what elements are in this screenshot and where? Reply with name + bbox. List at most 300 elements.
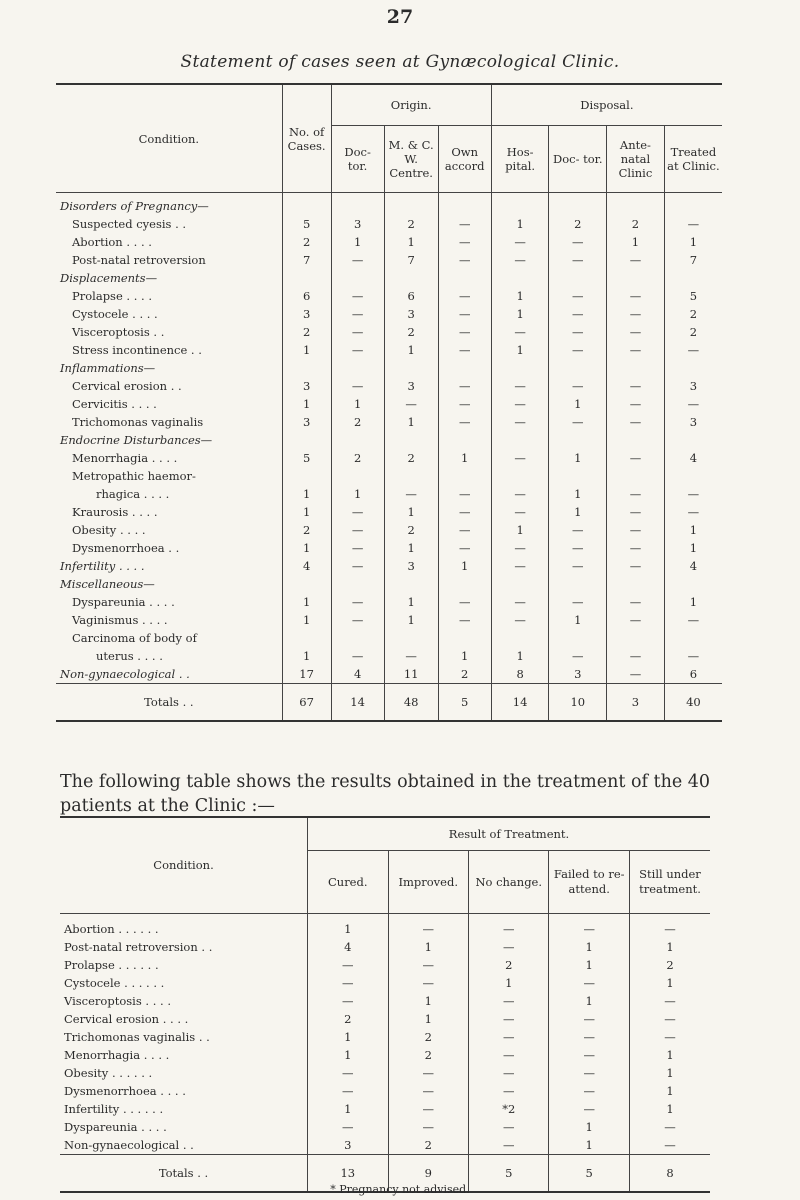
value-cell: — (549, 1028, 629, 1046)
value-cell: — (549, 1082, 629, 1100)
value-cell: — (607, 593, 665, 611)
value-cell: — (549, 413, 607, 431)
value-cell: — (331, 557, 384, 575)
disposal-hospital-header: Hos- pital. (491, 126, 549, 193)
value-cell (282, 575, 331, 593)
value-cell: — (491, 233, 549, 251)
value-cell: 2 (388, 1046, 468, 1064)
value-cell: — (388, 956, 468, 974)
table-row (56, 395, 722, 413)
value-cell: 1 (549, 938, 629, 956)
value-cell (438, 431, 491, 449)
condition-cell: Abortion . . . . . . (64, 922, 159, 936)
value-cell: 1 (384, 503, 438, 521)
cured-header: Cured. (308, 851, 388, 914)
value-cell: 1 (607, 233, 665, 251)
table-row (56, 215, 722, 233)
value-cell (438, 575, 491, 593)
condition-cell: Menorrhagia . . . . (64, 1048, 170, 1062)
origin-header: Origin. (331, 84, 491, 126)
cases-table-body (56, 193, 722, 722)
condition-cell: uterus . . . . (96, 649, 163, 663)
results-intro: The following table shows the results obtained in the treatment of the 40 patients at the Clinic :— (60, 772, 711, 816)
value-cell: — (491, 377, 549, 395)
value-cell: — (629, 914, 710, 939)
value-cell: — (607, 305, 665, 323)
value-cell: — (438, 485, 491, 503)
condition-cell: Suspected cyesis . . (72, 217, 187, 231)
value-cell: — (331, 521, 384, 539)
total-value-cell: 5 (549, 1155, 629, 1193)
value-cell: 1 (549, 611, 607, 629)
value-cell (384, 575, 438, 593)
value-cell: 1 (384, 341, 438, 359)
table-row (60, 992, 710, 1010)
value-cell (549, 431, 607, 449)
value-cell: — (438, 215, 491, 233)
disposal-doctor-header: Doc- tor. (549, 126, 607, 193)
value-cell: — (491, 413, 549, 431)
total-value-cell: 13 (308, 1155, 388, 1193)
value-cell (549, 629, 607, 647)
value-cell (331, 193, 384, 216)
value-cell (438, 629, 491, 647)
condition-cell: Cervicitis . . . . (72, 397, 157, 411)
condition-header: Condition. (56, 84, 282, 193)
value-cell (384, 467, 438, 485)
value-cell: 1 (549, 485, 607, 503)
table-row (56, 485, 722, 503)
value-cell (607, 359, 665, 377)
condition-cell: Prolapse . . . . . . (64, 958, 159, 972)
value-cell: — (664, 503, 722, 521)
table-row (60, 956, 710, 974)
value-cell (491, 467, 549, 485)
value-cell (331, 359, 384, 377)
value-cell: — (438, 521, 491, 539)
value-cell: 4 (664, 449, 722, 467)
value-cell (331, 269, 384, 287)
value-cell: 2 (468, 956, 548, 974)
value-cell: — (549, 251, 607, 269)
table-row (56, 629, 722, 647)
condition-cell: Cystocele . . . . . . (64, 976, 165, 990)
value-cell (331, 629, 384, 647)
value-cell: *2 (468, 1100, 548, 1118)
value-cell: — (468, 1010, 548, 1028)
origin-own-accord-header: Own accord (438, 126, 491, 193)
category-row (56, 193, 722, 216)
value-cell (491, 269, 549, 287)
value-cell: — (549, 1100, 629, 1118)
value-cell: — (438, 503, 491, 521)
value-cell: 1 (384, 539, 438, 557)
value-cell: 1 (282, 503, 331, 521)
table-row (56, 233, 722, 251)
value-cell: 2 (331, 413, 384, 431)
value-cell: — (629, 1136, 710, 1155)
value-cell: — (491, 485, 549, 503)
value-cell: 2 (282, 323, 331, 341)
value-cell: 11 (384, 665, 438, 684)
value-cell: — (331, 323, 384, 341)
condition-cell: rhagica . . . . (96, 487, 170, 501)
condition-cell: Post-natal retroversion . . (64, 940, 213, 954)
value-cell: 2 (384, 323, 438, 341)
value-cell: 1 (282, 647, 331, 665)
value-cell: 1 (282, 485, 331, 503)
value-cell: 2 (388, 1028, 468, 1046)
disposal-antenatal-header: Ante- natal Clinic (607, 126, 665, 193)
value-cell: 1 (664, 593, 722, 611)
value-cell: — (629, 1010, 710, 1028)
table-row (56, 539, 722, 557)
value-cell: — (468, 1046, 548, 1064)
condition-cell: Visceroptosis . . . . (64, 994, 171, 1008)
value-cell: 1 (629, 1046, 710, 1064)
value-cell: — (438, 323, 491, 341)
value-cell: — (549, 341, 607, 359)
value-cell: 1 (549, 992, 629, 1010)
value-cell: 4 (282, 557, 331, 575)
value-cell (664, 359, 722, 377)
value-cell: 1 (549, 449, 607, 467)
gynaecological-clinic-cases-table (56, 83, 722, 722)
condition-cell: Obesity . . . . . . (64, 1066, 153, 1080)
value-cell: 7 (282, 251, 331, 269)
value-cell: — (438, 233, 491, 251)
condition-cell: Cervical erosion . . (72, 379, 182, 393)
value-cell: — (607, 557, 665, 575)
table-row (60, 1118, 710, 1136)
value-cell: — (438, 611, 491, 629)
total-value-cell: 48 (384, 684, 438, 722)
value-cell: — (468, 1082, 548, 1100)
condition-cell: Cystocele . . . . (72, 307, 158, 321)
value-cell: — (468, 914, 548, 939)
category-label: Endocrine Disturbances— (60, 433, 213, 447)
value-cell (384, 431, 438, 449)
table-row (56, 647, 722, 665)
value-cell: 4 (664, 557, 722, 575)
value-cell: — (549, 914, 629, 939)
value-cell: — (438, 395, 491, 413)
value-cell: 1 (549, 956, 629, 974)
table-row (56, 287, 722, 305)
value-cell: 5 (282, 215, 331, 233)
table-row (56, 323, 722, 341)
cases-header: No. of Cases. (282, 84, 331, 193)
value-cell (664, 629, 722, 647)
value-cell (549, 575, 607, 593)
results-table-body (60, 914, 710, 1193)
value-cell: — (491, 557, 549, 575)
value-cell: — (438, 377, 491, 395)
value-cell: 2 (629, 956, 710, 974)
category-row (56, 269, 722, 287)
value-cell: — (388, 974, 468, 992)
value-cell: — (607, 503, 665, 521)
value-cell: — (438, 251, 491, 269)
value-cell: 1 (282, 341, 331, 359)
value-cell: 3 (384, 557, 438, 575)
totals-row (56, 684, 722, 722)
condition-cell: Dyspareunia . . . . (64, 1120, 167, 1134)
value-cell: — (331, 593, 384, 611)
value-cell (549, 193, 607, 216)
total-value-cell: 8 (629, 1155, 710, 1193)
value-cell: 1 (282, 611, 331, 629)
condition-cell: Abortion . . . . (72, 235, 152, 249)
value-cell: — (664, 215, 722, 233)
value-cell: 1 (331, 395, 384, 413)
table-row (56, 665, 722, 684)
value-cell: — (388, 914, 468, 939)
value-cell: — (438, 413, 491, 431)
value-cell: 2 (607, 215, 665, 233)
value-cell: — (388, 1082, 468, 1100)
value-cell (664, 467, 722, 485)
category-label: Disorders of Pregnancy— (60, 199, 209, 213)
value-cell (491, 359, 549, 377)
total-value-cell: 9 (388, 1155, 468, 1193)
category-label: Inflammations— (60, 361, 156, 375)
condition-cell: Post-natal retroversion (72, 253, 206, 267)
table-row (56, 503, 722, 521)
value-cell (438, 467, 491, 485)
value-cell: — (468, 992, 548, 1010)
value-cell (607, 269, 665, 287)
table-row (60, 1046, 710, 1064)
value-cell (664, 431, 722, 449)
value-cell (607, 431, 665, 449)
value-cell: 1 (384, 413, 438, 431)
condition-cell: Prolapse . . . . (72, 289, 153, 303)
value-cell: — (607, 395, 665, 413)
value-cell: 8 (491, 665, 549, 684)
value-cell (664, 269, 722, 287)
condition-cell: Dysmenorrhoea . . (72, 541, 180, 555)
table-row (60, 1136, 710, 1155)
disposal-treated-header: Treated at Clinic. (664, 126, 722, 193)
value-cell: 1 (491, 647, 549, 665)
condition-header: Condition. (60, 817, 308, 914)
table-row (60, 938, 710, 956)
value-cell: — (491, 395, 549, 413)
value-cell: — (308, 1118, 388, 1136)
value-cell: 1 (468, 974, 548, 992)
no-change-header: No change. (468, 851, 548, 914)
value-cell: — (549, 593, 607, 611)
value-cell: — (629, 1118, 710, 1136)
table-row (60, 1010, 710, 1028)
value-cell: — (549, 1064, 629, 1082)
value-cell (664, 193, 722, 216)
value-cell (331, 467, 384, 485)
value-cell (607, 575, 665, 593)
value-cell: — (388, 1100, 468, 1118)
value-cell (607, 193, 665, 216)
value-cell: 3 (384, 377, 438, 395)
value-cell (491, 575, 549, 593)
value-cell: — (308, 1064, 388, 1082)
footnote: * Pregnancy not advised. (330, 1183, 470, 1196)
condition-cell: Vaginismus . . . . (72, 613, 168, 627)
value-cell: 2 (438, 665, 491, 684)
value-cell: — (468, 1028, 548, 1046)
table-row (56, 593, 722, 611)
value-cell: 1 (308, 914, 388, 939)
value-cell: 4 (308, 938, 388, 956)
condition-cell: Infertility . . . . . . (64, 1102, 164, 1116)
value-cell: — (491, 611, 549, 629)
value-cell: 1 (388, 992, 468, 1010)
value-cell: — (438, 287, 491, 305)
value-cell: 1 (384, 233, 438, 251)
condition-cell: Obesity . . . . (72, 523, 146, 537)
total-value-cell: 67 (282, 684, 331, 722)
value-cell: — (384, 485, 438, 503)
value-cell: — (549, 521, 607, 539)
value-cell: 1 (384, 593, 438, 611)
condition-cell: Metropathic haemor- (72, 469, 196, 483)
value-cell: — (607, 449, 665, 467)
condition-cell: Non-gynaecological . . (60, 667, 190, 681)
total-value-cell: 5 (438, 684, 491, 722)
table-row (56, 521, 722, 539)
value-cell: 3 (282, 413, 331, 431)
value-cell: 2 (282, 233, 331, 251)
table-row (56, 557, 722, 575)
value-cell: 3 (664, 413, 722, 431)
value-cell: — (331, 305, 384, 323)
value-cell (549, 467, 607, 485)
value-cell: 2 (664, 305, 722, 323)
value-cell: 17 (282, 665, 331, 684)
value-cell: — (388, 1064, 468, 1082)
value-cell: 1 (629, 1064, 710, 1082)
condition-cell: Stress incontinence . . (72, 343, 202, 357)
value-cell (607, 629, 665, 647)
condition-cell: Menorrhagia . . . . (72, 451, 178, 465)
value-cell (331, 575, 384, 593)
value-cell: 1 (549, 1118, 629, 1136)
value-cell: — (629, 992, 710, 1010)
value-cell: — (549, 1046, 629, 1064)
value-cell: 3 (331, 215, 384, 233)
value-cell: — (664, 485, 722, 503)
value-cell: — (331, 503, 384, 521)
value-cell: — (549, 233, 607, 251)
value-cell: 2 (549, 215, 607, 233)
value-cell: 5 (664, 287, 722, 305)
page-number: 27 (386, 6, 414, 28)
value-cell (331, 431, 384, 449)
value-cell: 6 (664, 665, 722, 684)
table-row (60, 1100, 710, 1118)
value-cell: 4 (331, 665, 384, 684)
value-cell (491, 629, 549, 647)
value-cell: 1 (549, 395, 607, 413)
value-cell: — (664, 611, 722, 629)
table-row (56, 341, 722, 359)
value-cell: — (549, 557, 607, 575)
value-cell: — (664, 395, 722, 413)
value-cell: 1 (282, 593, 331, 611)
value-cell: 1 (438, 557, 491, 575)
value-cell: — (607, 341, 665, 359)
value-cell: — (331, 251, 384, 269)
condition-cell: Cervical erosion . . . . (64, 1012, 189, 1026)
value-cell: — (331, 341, 384, 359)
value-cell: — (607, 413, 665, 431)
table-row (60, 1082, 710, 1100)
value-cell: — (491, 503, 549, 521)
value-cell (282, 467, 331, 485)
value-cell: 1 (282, 539, 331, 557)
total-value-cell: 40 (664, 684, 722, 722)
value-cell: — (664, 341, 722, 359)
page-title: Statement of cases seen at Gynæcological Clinic. (180, 52, 620, 72)
value-cell: — (331, 287, 384, 305)
total-value-cell: 10 (549, 684, 607, 722)
table-row (56, 377, 722, 395)
value-cell: 1 (629, 938, 710, 956)
value-cell: — (607, 521, 665, 539)
origin-mcw-centre-header: M. & C. W. Centre. (384, 126, 438, 193)
value-cell: 7 (664, 251, 722, 269)
value-cell: — (629, 1028, 710, 1046)
total-value-cell: 14 (491, 684, 549, 722)
table-row (56, 449, 722, 467)
value-cell: 2 (388, 1136, 468, 1155)
value-cell: 6 (282, 287, 331, 305)
failed-to-reattend-header: Failed to re- attend. (549, 851, 629, 914)
totals-label: Totals . . (60, 1155, 308, 1193)
value-cell: — (549, 1010, 629, 1028)
category-label: Miscellaneous— (60, 577, 155, 591)
value-cell: 2 (664, 323, 722, 341)
value-cell: 7 (384, 251, 438, 269)
value-cell: 3 (384, 305, 438, 323)
value-cell (282, 359, 331, 377)
condition-cell: Non-gynaecological . . (64, 1138, 194, 1152)
category-row (56, 575, 722, 593)
value-cell: — (308, 1082, 388, 1100)
value-cell: 1 (664, 521, 722, 539)
value-cell: 1 (308, 1046, 388, 1064)
value-cell: 1 (308, 1028, 388, 1046)
value-cell: — (549, 539, 607, 557)
value-cell: — (491, 323, 549, 341)
value-cell: — (331, 377, 384, 395)
value-cell: — (468, 1136, 548, 1155)
value-cell: 3 (549, 665, 607, 684)
value-cell: — (438, 305, 491, 323)
value-cell: — (468, 938, 548, 956)
condition-cell: Visceroptosis . . (72, 325, 165, 339)
total-value-cell: 14 (331, 684, 384, 722)
category-row (56, 431, 722, 449)
value-cell (549, 359, 607, 377)
value-cell: — (308, 974, 388, 992)
value-cell: — (607, 287, 665, 305)
value-cell: — (468, 1064, 548, 1082)
value-cell: 1 (629, 974, 710, 992)
value-cell: — (308, 956, 388, 974)
value-cell: 1 (388, 938, 468, 956)
value-cell: — (549, 305, 607, 323)
